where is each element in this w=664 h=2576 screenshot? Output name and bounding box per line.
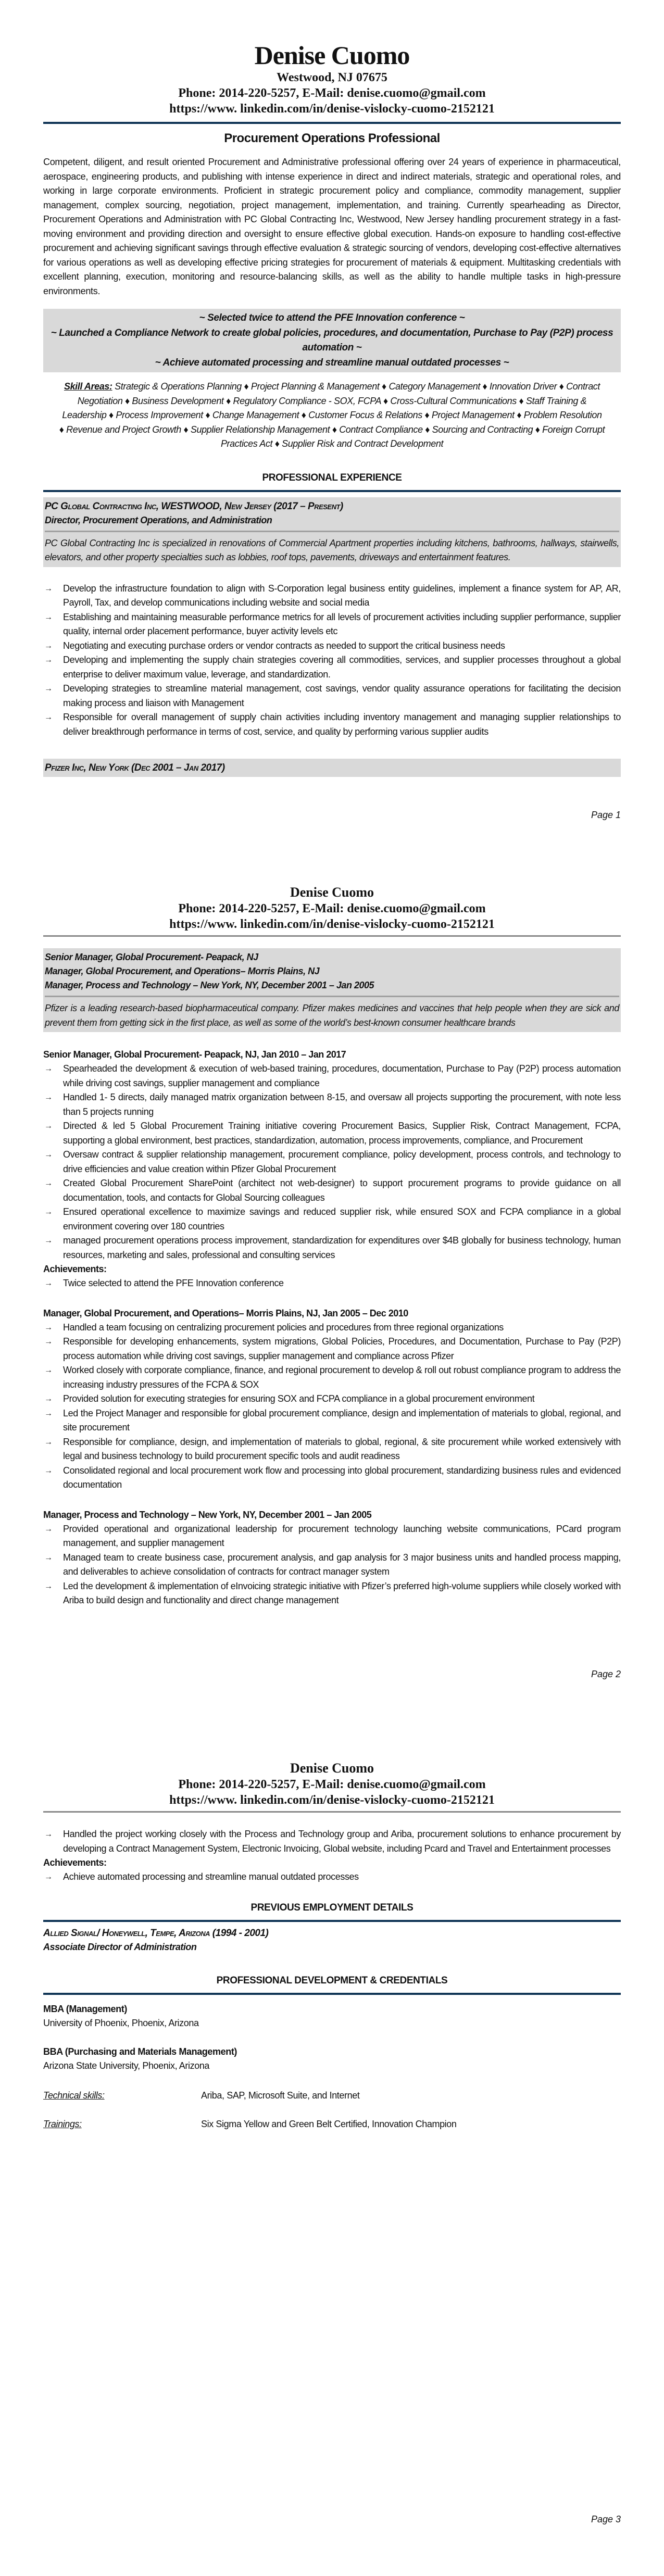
list-item: → Handled 1- 5 directs, daily managed matrix organization between 8-15, and oversaw all projects supporting the procurement, with note less than 5 projects running: [43, 1090, 621, 1119]
header-divider: [43, 1811, 621, 1813]
contact-line: Phone: 2014-220-5257, E-Mail: denise.cuomo@gmail.com: [178, 86, 486, 100]
company-description: Pfizer is a leading research-based biopharmaceutical company. Pfizer makes medicines and vaccines that help people when they are sick and prevent them from getting sick in the first place, as well as some of the world’s best-known consumer healthcare brands: [45, 1003, 619, 1028]
list-item: → Spearheaded the development & execution of web-based training, procedures, documentation, Purchase to Pay (P2P) process automation while driving cost savings, supplier management and compliance: [43, 1062, 621, 1090]
job-bullets-continued: [43, 1827, 621, 1856]
arrow-right-icon: →: [44, 1437, 53, 1447]
linkedin-link[interactable]: https://www. linkedin.com/in/denise-vislocky-cuomo-2152121: [169, 918, 495, 931]
candidate-name: Denise Cuomo: [290, 885, 374, 900]
list-item: → Responsible for overall management of supply chain activities including inventory management and managing supplier relationships to deliver breakthrough performance in terms of cost, service, and quality by performing various supplier audits: [43, 710, 621, 739]
summary-paragraph: Competent, diligent, and result oriented Procurement and Administrative professional offering over 24 years of experience in pharmaceutical, aerospace, engineering products, and publishing with intense experience in direct and indirect materials, strategic and operational roles, and working in large corporate environments. Proficient in strategic procurement policy and compliance, commodity management, supplier management, complex sourcing, negotiation, project management, implementation, and training. Currently spearheading as Director, Procurement Operations and Administration with PC Global Contracting Inc, Westwood, New Jersey handling procurement strategy in a fast-moving environment and providing direction and oversight to ensure effective global execution. Hands-on exposure to handling cost-effective procurement and achieving significant savings through effective evaluation & strategic sourcing of vendors, developing cost-effective alternatives for various operations as well as developing effective pricing strategies for procurement of materials & equipment. Multitasking credentials with excellent planning, execution, monitoring and resource-balancing skills, as well as the ability to handle multiple tasks in high-pressure environments.: [43, 157, 621, 296]
page-2: [0, 854, 664, 1708]
company-description: PC Global Contracting Inc is specialized in renovations of Commercial Apartment properties including kitchens, bathrooms, hallways, stairwells, elevators, and other property specialties such as lobbies, roof tops, pavements, driveways and entertainment features.: [45, 537, 619, 562]
arrow-right-icon: →: [44, 1830, 53, 1839]
contact-line: Phone: 2014-220-5257, E-Mail: denise.cuomo@gmail.com: [178, 1778, 486, 1791]
page-number: Page 1: [591, 810, 621, 820]
arrow-right-icon: →: [44, 584, 53, 593]
technical-skills-value: Ariba, SAP, Microsoft Suite, and Internet: [201, 2090, 360, 2101]
arrow-right-icon: →: [44, 1366, 53, 1375]
list-item: → Achieve automated processing and streamline manual outdated processes: [43, 1870, 621, 1884]
role-title: Manager, Global Procurement, and Operations– Morris Plains, NJ: [45, 966, 320, 976]
job-heading: Senior Manager, Global Procurement- Peapack, NJ, Jan 2010 – Jan 2017: [43, 1049, 346, 1060]
list-item: → Worked closely with corporate compliance, finance, and regional procurement to develop & roll out robust compliance program to address the increasing industry pressures of the FCPA & SOX: [43, 1363, 621, 1392]
list-item: → Twice selected to attend the PFE Innovation conference: [43, 1276, 621, 1291]
list-item: → Negotiating and executing purchase orders or vendor contracts as needed to support the critical business needs: [43, 639, 621, 654]
trainings-label: Trainings:: [43, 2118, 82, 2129]
candidate-name: Denise Cuomo: [254, 41, 410, 70]
arrow-right-icon: →: [44, 1873, 53, 1881]
list-item: → Led the Project Manager and responsible for global procurement compliance, design and implementation of materials to global, regional, and site procurement: [43, 1406, 621, 1435]
skill-areas: [43, 372, 621, 451]
education-item: [43, 2045, 621, 2073]
arrow-right-icon: →: [44, 1236, 53, 1245]
role-title: Manager, Process and Technology – New York, NY, December 2001 – Jan 2005: [45, 980, 374, 990]
list-item: → Responsible for developing enhancements, system migrations, Global Policies, Procedures, and Documentation, Purchase to Pay (P2P) process automation while driving cost savings, supplier management and compliance across Pfizer: [43, 1335, 621, 1363]
page-3: [0, 1708, 664, 2576]
highlight-item: ~ Launched a Compliance Network to create global policies, procedures, and documentation, Purchase to Pay (P2P) process automation ~: [51, 327, 613, 353]
arrow-right-icon: →: [44, 684, 53, 693]
role-title: Senior Manager, Global Procurement- Peapack, NJ: [45, 952, 258, 962]
arrow-right-icon: →: [44, 1093, 53, 1102]
list-item: → Handled a team focusing on centralizing procurement policies and procedures from three regional organizations: [43, 1321, 621, 1335]
arrow-right-icon: →: [44, 1179, 53, 1188]
page-number: Page 2: [591, 1669, 621, 1679]
job-bullets: [43, 1522, 621, 1608]
arrow-right-icon: →: [44, 1466, 53, 1475]
box-divider: [45, 531, 619, 532]
list-item: → Ensured operational excellence to maximize savings and reduced supplier risk, while ensured SOX and FCPA compliance in a global environment covering over 180 countries: [43, 1205, 621, 1234]
arrow-right-icon: →: [44, 1553, 53, 1562]
arrow-right-icon: →: [44, 713, 53, 722]
list-item: → Created Global Procurement SharePoint (architect not web-designer) to support procurement programs to provide guidance on all documentation, tools, and contacts for Global Sourcing colleagues: [43, 1176, 621, 1205]
skill-areas-label: Skill Areas:: [64, 381, 112, 392]
list-item: → Provided solution for executing strategies for ensuring SOX and FCPA compliance in a global procurement environment: [43, 1392, 621, 1406]
pc-global-bullets: [43, 582, 621, 739]
list-item: → Consolidated regional and local procurement work flow and processing into global procurement, standardizing business rules and evidenced documentation: [43, 1464, 621, 1492]
achievements-heading: Achievements:: [43, 1264, 107, 1274]
header-divider: [43, 122, 621, 124]
job-heading: Manager, Process and Technology – New York, NY, December 2001 – Jan 2005: [43, 1509, 372, 1520]
achievements-heading: Achievements:: [43, 1857, 107, 1868]
box-divider: [45, 996, 619, 997]
arrow-right-icon: →: [44, 1323, 53, 1332]
list-item: → Provided operational and organizational leadership for procurement technology launching website communications, PCard program management, and supplier management: [43, 1522, 621, 1551]
role-title: Associate Director of Administration: [43, 1941, 197, 1952]
list-item: → Oversaw contract & supplier relationship management, procurement compliance, policy development, process controls, and technology to drive efficiencies and value creation within Pfizer Global Procurement: [43, 1148, 621, 1176]
role-title: Director, Procurement Operations, and Administration: [45, 514, 272, 525]
job-bullets: [43, 1062, 621, 1262]
arrow-right-icon: →: [44, 1150, 53, 1159]
technical-skills-row: [43, 2089, 621, 2103]
arrow-right-icon: →: [44, 1524, 53, 1534]
arrow-right-icon: →: [44, 1064, 53, 1073]
section-divider: [43, 1920, 621, 1922]
school: University of Phoenix, Phoenix, Arizona: [43, 2017, 199, 2028]
page-1: [0, 0, 664, 854]
arrow-right-icon: →: [44, 1409, 53, 1418]
header-divider: [43, 935, 621, 937]
degree: BBA (Purchasing and Materials Management): [43, 2046, 237, 2057]
arrow-right-icon: →: [44, 1208, 53, 1216]
trainings-row: [43, 2117, 621, 2131]
section-divider: [43, 490, 621, 492]
job-heading: Manager, Global Procurement, and Operations– Morris Plains, NJ, Jan 2005 – Dec 2010: [43, 1308, 408, 1318]
company-name: PC Global Contracting Inc, WESTWOOD, New Jersey (2017 – Present): [45, 500, 343, 512]
list-item: → Managed team to create business case, procurement analysis, and gap analysis for 3 major business units and handled process mapping, and deliverables to achieve consolidation of contracts for contract manager system: [43, 1551, 621, 1579]
technical-skills-label: Technical skills:: [43, 2090, 105, 2101]
achievements-list: [43, 1870, 621, 1884]
arrow-right-icon: →: [44, 641, 53, 650]
list-item: → Developing strategies to streamline material management, cost savings, vendor quality assurance operations for facilitating the decision making process and liaison with Management: [43, 682, 621, 710]
profile-title: Procurement Operations Professional: [224, 131, 440, 145]
list-item: → Establishing and maintaining measurable performance metrics for all levels of procurement activities including supplier performance, supplier quality, internal order placement performance, buyer activity levels etc: [43, 610, 621, 639]
section-heading-credentials: PROFESSIONAL DEVELOPMENT & CREDENTIALS: [216, 1975, 448, 1986]
arrow-right-icon: →: [44, 612, 53, 622]
highlights-box: [43, 309, 621, 372]
linkedin-link[interactable]: https://www. linkedin.com/in/denise-vislocky-cuomo-2152121: [169, 102, 495, 116]
education-item: [43, 2002, 621, 2030]
contact-line: Phone: 2014-220-5257, E-Mail: denise.cuomo@gmail.com: [178, 902, 486, 915]
arrow-right-icon: →: [44, 656, 53, 664]
section-divider: [43, 1993, 621, 1995]
section-heading-experience: PROFESSIONAL EXPERIENCE: [262, 472, 402, 483]
achievements-list: [43, 1276, 621, 1291]
trainings-value: Six Sigma Yellow and Green Belt Certified, Innovation Champion: [201, 2118, 457, 2129]
arrow-right-icon: →: [44, 1279, 53, 1288]
company-name: Pfizer Inc, New York (Dec 2001 – Jan 2017): [45, 762, 225, 773]
list-item: → managed procurement operations process improvement, standardization for expenditures over $4B globally for business technology, human resources, marketing and sales, professional and consulting services: [43, 1234, 621, 1262]
list-item: → Led the development & implementation of eInvoicing strategic initiative with Pfizer’s preferred high-volume suppliers while closely worked with Ariba to build design and functionality and direct change management: [43, 1579, 621, 1608]
arrow-right-icon: →: [44, 1394, 53, 1403]
school: Arizona State University, Phoenix, Arizona: [43, 2060, 210, 2071]
linkedin-link[interactable]: https://www. linkedin.com/in/denise-vislocky-cuomo-2152121: [169, 1793, 495, 1807]
arrow-right-icon: →: [44, 1581, 53, 1591]
company-box-pfizer: [43, 759, 621, 777]
company-box-pfizer-roles: [43, 948, 621, 1032]
list-item: → Handled the project working closely with the Process and Technology group and Ariba, procurement solutions to enhance procurement by developing a Contract Management System, Electronic Invoicing, Global website, including Pcard and Travel and Entertainment processes: [43, 1827, 621, 1856]
company-name: Allied Signal/ Honeywell, Tempe, Arizona (1994 - 2001): [43, 1927, 269, 1939]
list-item: → Responsible for compliance, design, and implementation of materials to global, regional, & site procurement while worked extensively with legal and business technology to build procurement specific tools and audit readiness: [43, 1435, 621, 1464]
highlight-item: ~ Achieve automated processing and streamline manual outdated processes ~: [155, 357, 509, 368]
location: Westwood, NJ 07675: [277, 71, 387, 84]
section-heading-previous: PREVIOUS EMPLOYMENT DETAILS: [250, 1902, 414, 1913]
page-number: Page 3: [591, 2514, 621, 2524]
company-box-pc-global: [43, 497, 621, 567]
job-bullets: [43, 1321, 621, 1492]
arrow-right-icon: →: [44, 1337, 53, 1346]
skill-areas-list: Strategic & Operations Planning ♦ Project Planning & Management ♦ Category Management ♦ Innovation Driver ♦ Contract Negotiation ♦ Business Development ♦ Regulatory Compliance - SOX, FCPA ♦ Cross-Cultural Communications ♦ Staff Training & Leadership ♦ Process Improvement ♦ Change Management ♦ Customer Focus & Relations ♦ Project Management ♦ Problem Resolution ♦ Revenue and Project Growth ♦ Supplier Relationship Management ♦ Contract Compliance ♦ Sourcing and Contracting ♦ Foreign Corrupt Practices Act ♦ Supplier Risk and Contract Development: [59, 381, 605, 449]
list-item: → Directed & led 5 Global Procurement Training initiative covering Procurement Basics, Supplier Risk, Contract Management, FCPA, supporting a global environment, best practices, standardization, automation, process improvements, compliance, and Procurement: [43, 1119, 621, 1148]
highlight-item: ~ Selected twice to attend the PFE Innovation conference ~: [199, 312, 465, 323]
arrow-right-icon: →: [44, 1122, 53, 1130]
list-item: → Developing and implementing the supply chain strategies covering all commodities, services, and supplier processes throughout a global enterprise to deliver maximum value, leverage, and standardization.: [43, 653, 621, 682]
candidate-name: Denise Cuomo: [290, 1761, 374, 1776]
list-item: → Develop the infrastructure foundation to align with S-Corporation legal business entity guidelines, implement a finance system for AP, AR, Payroll, Tax, and develop communications including website and social media: [43, 582, 621, 610]
degree: MBA (Management): [43, 2003, 127, 2014]
